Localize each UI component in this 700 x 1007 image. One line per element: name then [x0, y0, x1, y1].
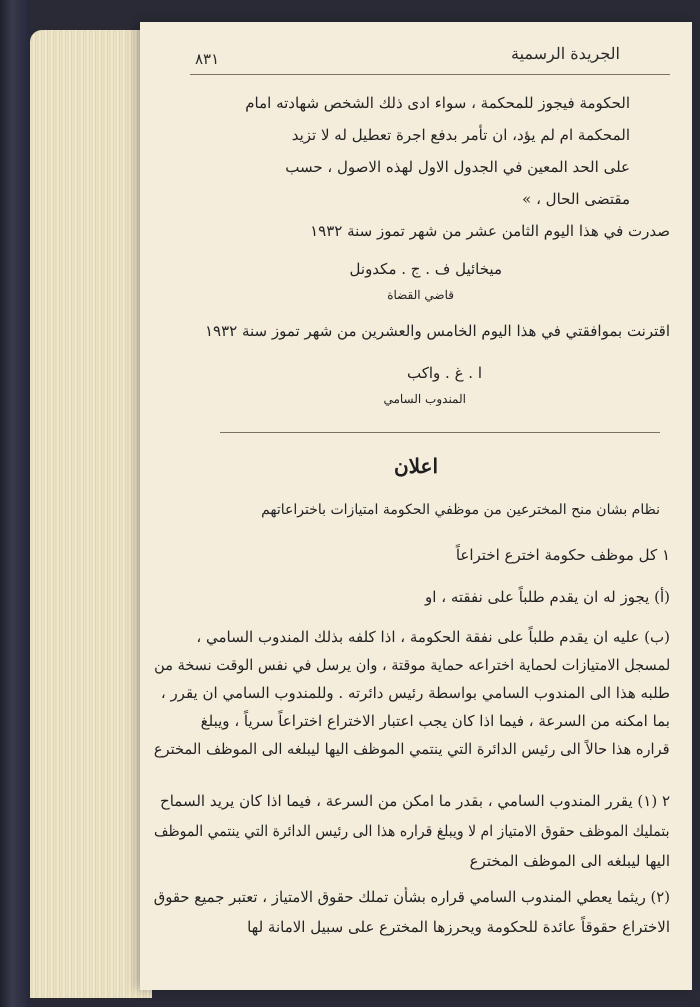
- paragraph-line: مقتضى الحال ، »: [522, 190, 630, 208]
- clause-2-2-line: الاختراع حقوقاً عائدة للحكومة ويحرزها المخترع على سبيل الامانة لها: [247, 918, 670, 936]
- header-rule: [190, 74, 670, 75]
- signature-title: المندوب السامي: [383, 392, 466, 406]
- signature-name: ميخائيل ف . ج . مكدونل: [349, 260, 502, 278]
- clause-1b-line: طلبه هذا الى المندوب السامي بواسطة رئيس دائرته . وللمندوب السامي ان يقرر ،: [160, 684, 670, 702]
- clause-2-2-line: (٢) ريثما يعطي المندوب السامي قراره بشأن تملك حقوق الامتياز ، تعتبر جميع حقوق: [153, 888, 670, 906]
- announcement-subtitle: نظام بشان منح المخترعين من موظفي الحكومة امتيازات باختراعاتهم: [261, 502, 660, 518]
- approved-line: اقترنت بموافقتي في هذا اليوم الخامس والعشرين من شهر تموز سنة ١٩٣٢: [204, 322, 670, 340]
- clause-1a: (أ) يجوز له ان يقدم طلباً على نفقته ، او: [425, 588, 670, 606]
- clause-1b-line: لمسجل الامتيازات لحماية اختراعه حماية موقتة ، وان يرسل في نفس الوقت نسخة من: [153, 656, 670, 674]
- paragraph-line: المحكمة ام لم يؤد، ان تأمر بدفع اجرة تعطيل له لا تزيد: [291, 126, 630, 144]
- page-number: ٨٣١: [195, 50, 220, 68]
- clause-1: ١ كل موظف حكومة اخترع اختراعاً: [455, 546, 670, 564]
- clause-1b-line: (ب) عليه ان يقدم طلباً على نفقة الحكومة ، اذا كلفه بذلك المندوب السامي ،: [196, 628, 670, 646]
- paragraph-line: على الحد المعين في الجدول الاول لهذه الاصول ، حسب: [285, 158, 630, 176]
- book-page: [140, 22, 692, 990]
- signature-title: قاضي القضاة: [387, 288, 454, 302]
- clause-1b-line: بما امكنه من السرعة ، فيما اذا كان يجب اعتبار الاختراع اختراعاً سرياً ، ويبلغ: [200, 712, 670, 730]
- book-binding: [0, 0, 30, 1007]
- running-title: الجريدة الرسمية: [510, 44, 620, 63]
- signature-name: ا . غ . واكب: [406, 364, 482, 382]
- clause-1b-line: قراره هذا حالاً الى رئيس الدائرة التي ينتمي الموظف اليها ليبلغه الى الموظف المخترع: [154, 740, 670, 758]
- announcement-title: اعلان: [393, 454, 439, 478]
- section-divider: [220, 432, 660, 433]
- paragraph-line: الحكومة فيجوز للمحكمة ، سواء ادى ذلك الشخص شهادته امام: [245, 94, 630, 112]
- issued-line: صدرت في هذا اليوم الثامن عشر من شهر تموز سنة ١٩٣٢: [310, 222, 670, 240]
- page-edges: [30, 30, 152, 998]
- clause-2-1-line: اليها ليبلغه الى الموظف المخترع: [469, 852, 670, 870]
- clause-2-1-line: بتمليك الموظف حقوق الامتياز ام لا ويبلغ قراره هذا الى رئيس الدائرة التي ينتمي الموظف: [154, 822, 670, 840]
- clause-2-1-line: ٢ (١) يقرر المندوب السامي ، بقدر ما امكن من السرعة ، فيما اذا كان يريد السماح: [160, 792, 670, 810]
